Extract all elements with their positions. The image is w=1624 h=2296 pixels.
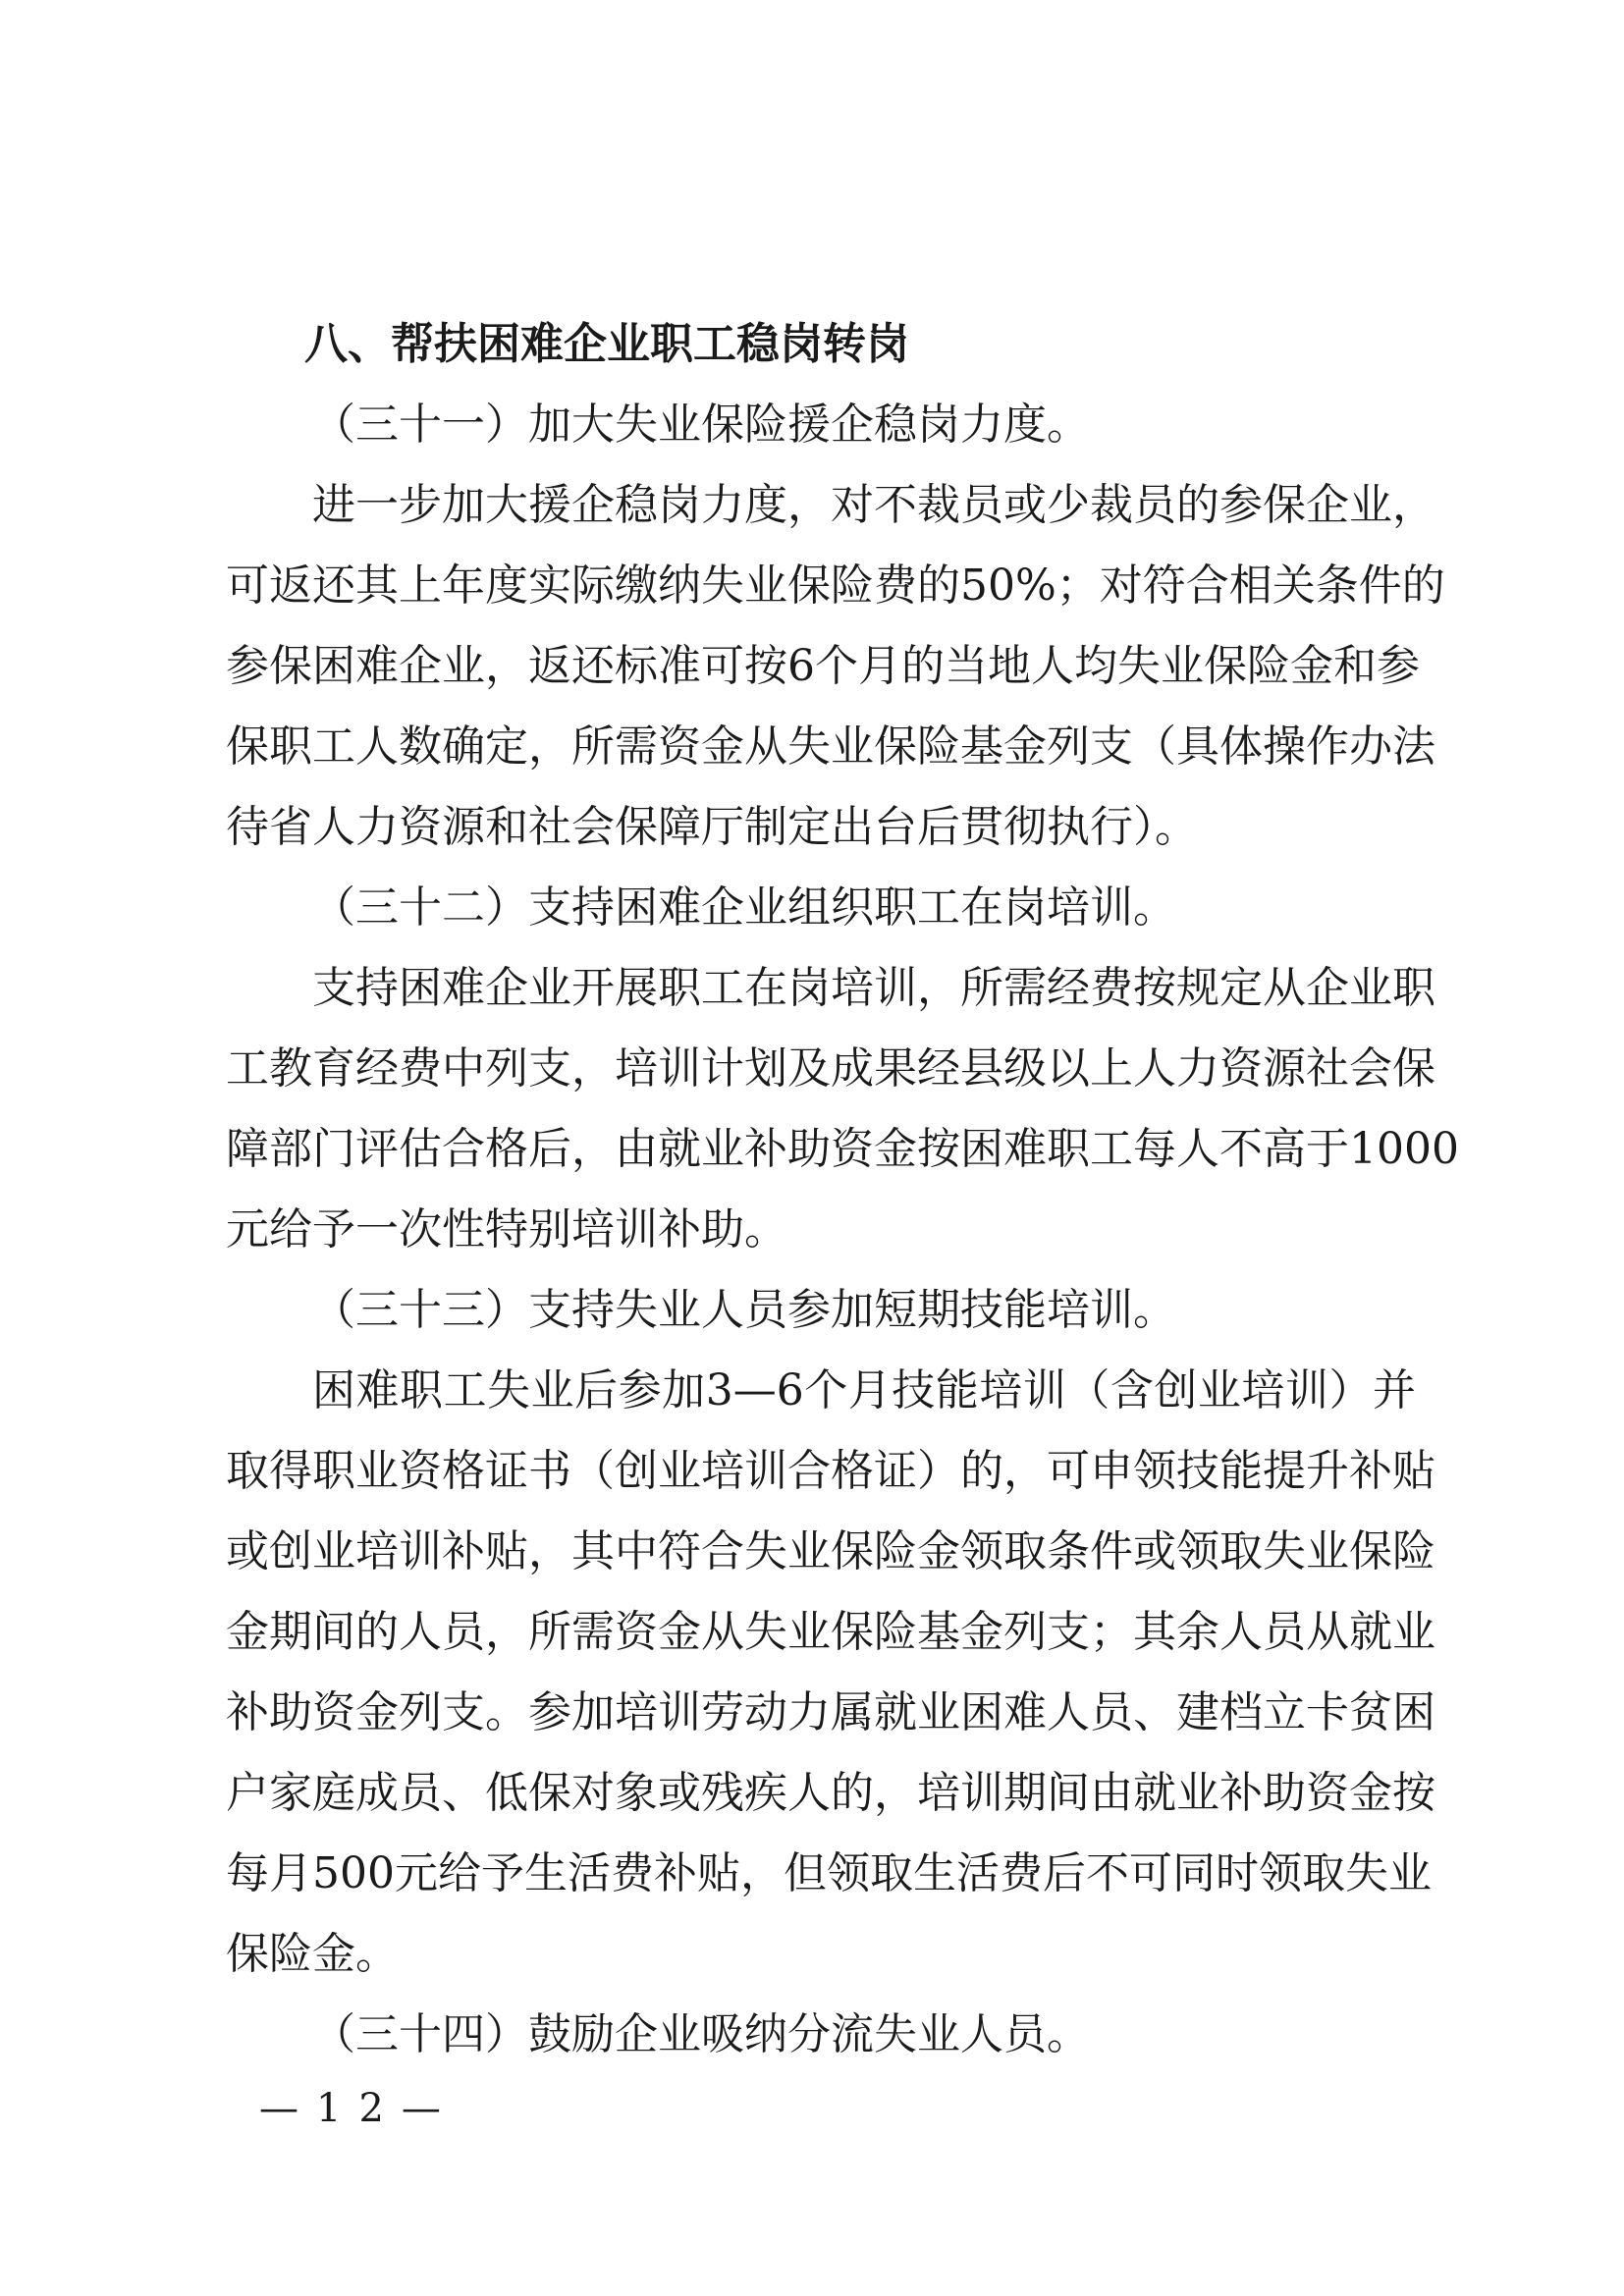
item-31-line: 参保困难企业，返还标准可按6个月的当地人均失业保险金和参 [226, 641, 1420, 691]
item-33-line: 户家庭成员、低保对象或残疾人的，培训期间由就业补助资金按 [226, 1768, 1435, 1818]
section-heading: 八、帮扶困难企业职工稳岗转岗 [304, 319, 909, 369]
item-34-title: （三十四）鼓励企业吸纳分流失业人员。 [312, 2009, 1090, 2059]
item-33-line: 取得职业资格证书（创业培训合格证）的，可申领技能提升补贴 [226, 1446, 1435, 1496]
item-31-title: （三十一）加大失业保险援企稳岗力度。 [312, 400, 1090, 450]
item-32-title: （三十二）支持困难企业组织职工在岗培训。 [312, 882, 1176, 933]
item-32-line: 元给予一次性特别培训补助。 [226, 1204, 787, 1255]
item-32-line: 工教育经费中列支，培训计划及成果经县级以上人力资源社会保 [226, 1043, 1435, 1094]
item-31-line: 进一步加大援企稳岗力度，对不裁员或少裁员的参保企业， [312, 480, 1435, 530]
item-31-line: 待省人力资源和社会保障厅制定出台后贯彻执行）。 [226, 802, 1198, 852]
item-33-line: 保险金。 [226, 1929, 399, 1979]
item-32-line: 障部门评估合格后，由就业补助资金按困难职工每人不高于1000 [226, 1124, 1459, 1174]
item-32-line: 支持困难企业开展职工在岗培训，所需经费按规定从企业职 [312, 963, 1435, 1013]
item-33-line: 补助资金列支。参加培训劳动力属就业困难人员、建档立卡贫困 [226, 1687, 1435, 1737]
item-33-line: 金期间的人员，所需资金从失业保险基金列支；其余人员从就业 [226, 1607, 1435, 1657]
item-31-line: 可返还其上年度实际缴纳失业保险费的50%；对符合相关条件的 [226, 561, 1445, 611]
item-33-line: 每月500元给予生活费补贴，但领取生活费后不可同时领取失业 [226, 1848, 1432, 1898]
item-33-line: 困难职工失业后参加3—6个月技能培训（含创业培训）并 [312, 1365, 1416, 1415]
item-33-title: （三十三）支持失业人员参加短期技能培训。 [312, 1285, 1176, 1335]
item-31-line: 保职工人数确定，所需资金从失业保险基金列支（具体操作办法 [226, 721, 1435, 772]
item-33-line: 或创业培训补贴，其中符合失业保险金领取条件或领取失业保险 [226, 1526, 1435, 1576]
page-number: —12— [259, 2086, 459, 2131]
